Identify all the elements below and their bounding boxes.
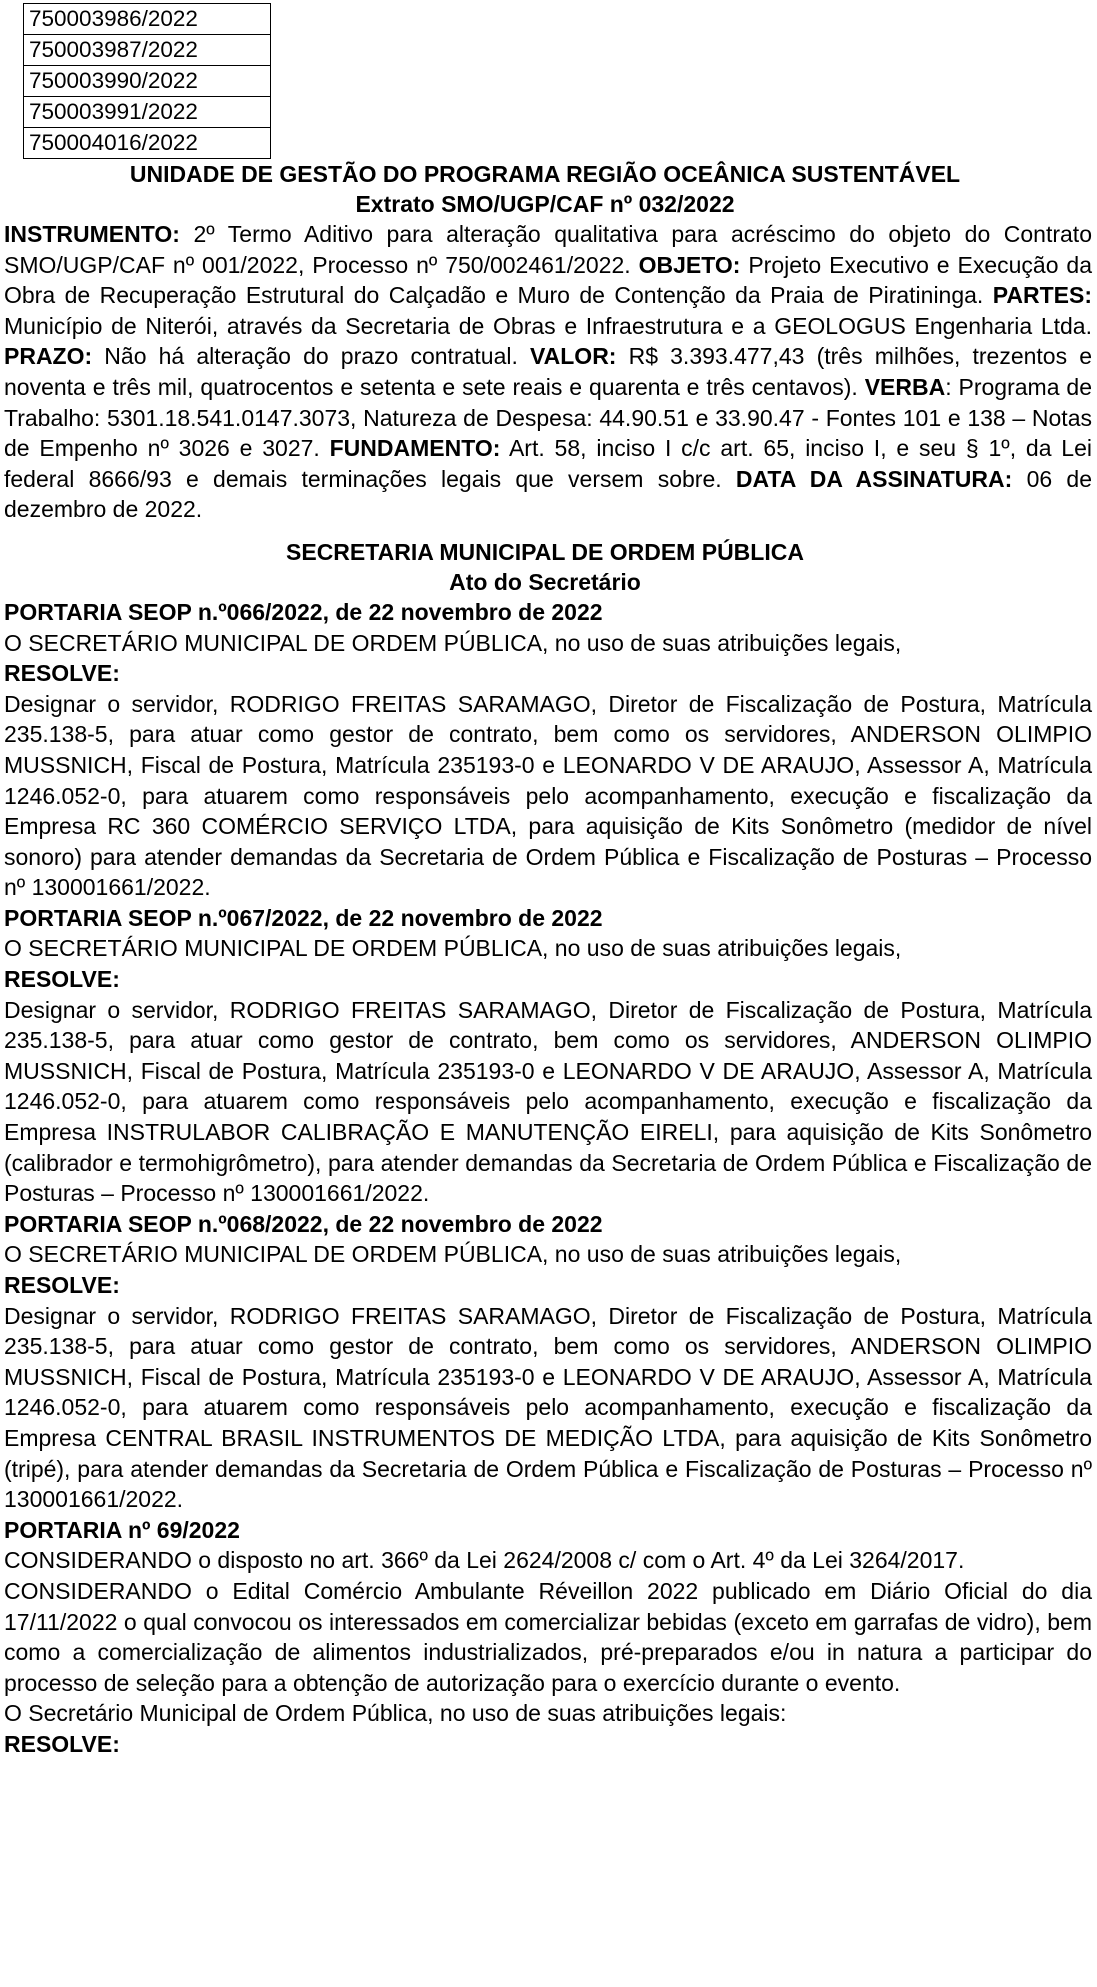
- process-number-table: [23, 3, 271, 159]
- ugp-subheading: Extrato SMO/UGP/CAF nº 032/2022: [355, 191, 735, 217]
- seop-subheading: Ato do Secretário: [449, 568, 641, 595]
- process-number-cell: 750003987/2022: [24, 35, 271, 66]
- seop-heading: SECRETARIA MUNICIPAL DE ORDEM PÚBLICA: [286, 538, 804, 565]
- valor-text: R$ 3.393.477,43 (três milhões, trezentos e noventa e três mil, quatrocentos e setenta e sete reais e quarenta e três centavos).: [4, 343, 1093, 400]
- portaria-067-resolve: RESOLVE:: [4, 966, 120, 993]
- process-number-cell: 750004016/2022: [24, 128, 271, 159]
- data-assinatura-text: 06 de dezembro de 2022.: [4, 465, 1093, 523]
- objeto-label: OBJETO:: [638, 251, 741, 278]
- portaria-066-resolve: RESOLVE:: [4, 660, 120, 687]
- table-row: [24, 4, 271, 35]
- table-row: [24, 128, 271, 159]
- portaria-69-title: PORTARIA nº 69/2022: [4, 1516, 240, 1543]
- table-row: [24, 97, 271, 128]
- prazo-text: Não há alteração do prazo contratual.: [92, 343, 531, 370]
- table-row: [24, 66, 271, 97]
- portaria-066-preamble: O SECRETÁRIO MUNICIPAL DE ORDEM PÚBLICA, no uso de suas atribuições legais,: [4, 629, 902, 656]
- valor-label: VALOR:: [530, 343, 617, 370]
- portaria-067-body: Designar o servidor, RODRIGO FREITAS SARAMAGO, Diretor de Fiscalização de Postura, Matrícula 235.138-5, para atuar como gestor de contrato, bem como os servidores, ANDERSON OLIMPIO MUSSNICH, Fiscal de Postura, Matrícula 235193-0 e LEONARDO V DE ARAUJO, Assessor A, Matrícula 1246.052-0, para atuarem como responsáveis pelo acompanhamento, execução e fiscalização da Empresa INSTRULABOR CALIBRAÇÃO E MANUTENÇÃO EIRELI, para aquisição de Kits Sonômetro (calibrador e termohigrômetro), para atender demandas da Secretaria de Ordem Pública e Fiscalização de Posturas – Processo nº 130001661/2022.: [4, 996, 1092, 1207]
- section-spacer: [4, 525, 1092, 537]
- portaria-69-considerando-2: CONSIDERANDO o Edital Comércio Ambulante Réveillon 2022 publicado em Diário Oficial do dia 17/11/2022 o qual convocou os interessados em comercializar bebidas (exceto em garrafas de vidro), bem como a comercialização de alimentos industrializados, pré-preparados e/ou in natura a participar do processo de seleção para a obtenção de autorização para o exercício durante o evento.: [4, 1577, 1092, 1696]
- data-assinatura-label: DATA DA ASSINATURA:: [735, 465, 1013, 492]
- portaria-69-considerando-1: CONSIDERANDO o disposto no art. 366º da Lei 2624/2008 c/ com o Art. 4º da Lei 3264/2017.: [4, 1547, 965, 1574]
- portaria-068-body: Designar o servidor, RODRIGO FREITAS SARAMAGO, Diretor de Fiscalização de Postura, Matrícula 235.138-5, para atuar como gestor de contrato, bem como os servidores, ANDERSON OLIMPIO MUSSNICH, Fiscal de Postura, Matrícula 235193-0 e LEONARDO V DE ARAUJO, Assessor A, Matrícula 1246.052-0, para atuarem como responsáveis pelo acompanhamento, execução e fiscalização da Empresa CENTRAL BRASIL INSTRUMENTOS DE MEDIÇÃO LTDA, para aquisição de Kits Sonômetro (tripé), para atender demandas da Secretaria de Ordem Pública e Fiscalização de Posturas – Processo nº 130001661/2022.: [4, 1302, 1092, 1513]
- objeto-text: Projeto Executivo e Execução da Obra de Recuperação Estrutural do Calçadão e Muro de Contenção da Praia de Piratininga.: [4, 251, 1092, 309]
- partes-label: PARTES:: [992, 282, 1092, 309]
- fundamento-text: Art. 58, inciso I c/c art. 65, inciso I, e seu § 1º, da Lei federal 8666/93 e demais terminações legais que versem sobre.: [4, 435, 1092, 492]
- portaria-068-resolve: RESOLVE:: [4, 1272, 120, 1298]
- instrumento-text: 2º Termo Aditivo para alteração qualitativa para acréscimo do objeto do Contrato SMO/UGP/CAF nº 001/2022, Processo nº 750/002461/2022.: [4, 221, 1092, 278]
- extrato-paragraph: [4, 219, 1092, 525]
- portaria-067-title: PORTARIA SEOP n.º067/2022, de 22 novembro de 2022: [4, 904, 603, 931]
- portaria-066-body: Designar o servidor, RODRIGO FREITAS SARAMAGO, Diretor de Fiscalização de Postura, Matrícula 235.138-5, para atuar como gestor de contrato, bem como os servidores, ANDERSON OLIMPIO MUSSNICH, Fiscal de Postura, Matrícula 235193-0 e LEONARDO V DE ARAUJO, Assessor A, Matrícula 1246.052-0, para atuarem como responsáveis pelo acompanhamento, execução e fiscalização da Empresa RC 360 COMÉRCIO SERVIÇO LTDA, para aquisição de Kits Sonômetro (medidor de nível sonoro) para atender demandas da Secretaria de Ordem Pública e Fiscalização de Posturas – Processo nº 130001661/2022.: [4, 690, 1092, 901]
- process-number-cell: 750003986/2022: [24, 4, 271, 35]
- portaria-068-preamble: O SECRETÁRIO MUNICIPAL DE ORDEM PÚBLICA, no uso de suas atribuições legais,: [4, 1241, 902, 1268]
- instrumento-label: INSTRUMENTO:: [4, 221, 180, 247]
- portaria-067-preamble: O SECRETÁRIO MUNICIPAL DE ORDEM PÚBLICA, no uso de suas atribuições legais,: [4, 935, 902, 962]
- portaria-69-preamble: O Secretário Municipal de Ordem Pública, no uso de suas atribuições legais:: [4, 1700, 787, 1727]
- portaria-69-resolve: RESOLVE:: [4, 1730, 120, 1757]
- process-number-cell: 750003990/2022: [24, 66, 271, 97]
- portaria-066-title: PORTARIA SEOP n.º066/2022, de 22 novembro de 2022: [4, 598, 603, 625]
- document-content: [0, 159, 1092, 1760]
- verba-label: VERBA: [864, 373, 946, 400]
- prazo-label: PRAZO:: [4, 343, 93, 370]
- process-number-cell: 750003991/2022: [24, 97, 271, 128]
- partes-text: Município de Niterói, através da Secretaria de Obras e Infraestrutura e a GEOLOGUS Engenharia Ltda.: [4, 312, 1092, 339]
- table-row: [24, 35, 271, 66]
- ugp-heading: UNIDADE DE GESTÃO DO PROGRAMA REGIÃO OCEÂNICA SUSTENTÁVEL: [129, 161, 961, 187]
- fundamento-label: FUNDAMENTO:: [329, 435, 501, 462]
- verba-text: : Programa de Trabalho: 5301.18.541.0147.3073, Natureza de Despesa: 44.90.51 e 33.90.47 - Fontes 101 e 138 – Notas de Empenho nº 3026 e 3027.: [4, 373, 1092, 462]
- portaria-068-title: PORTARIA SEOP n.º068/2022, de 22 novembro de 2022: [4, 1210, 603, 1237]
